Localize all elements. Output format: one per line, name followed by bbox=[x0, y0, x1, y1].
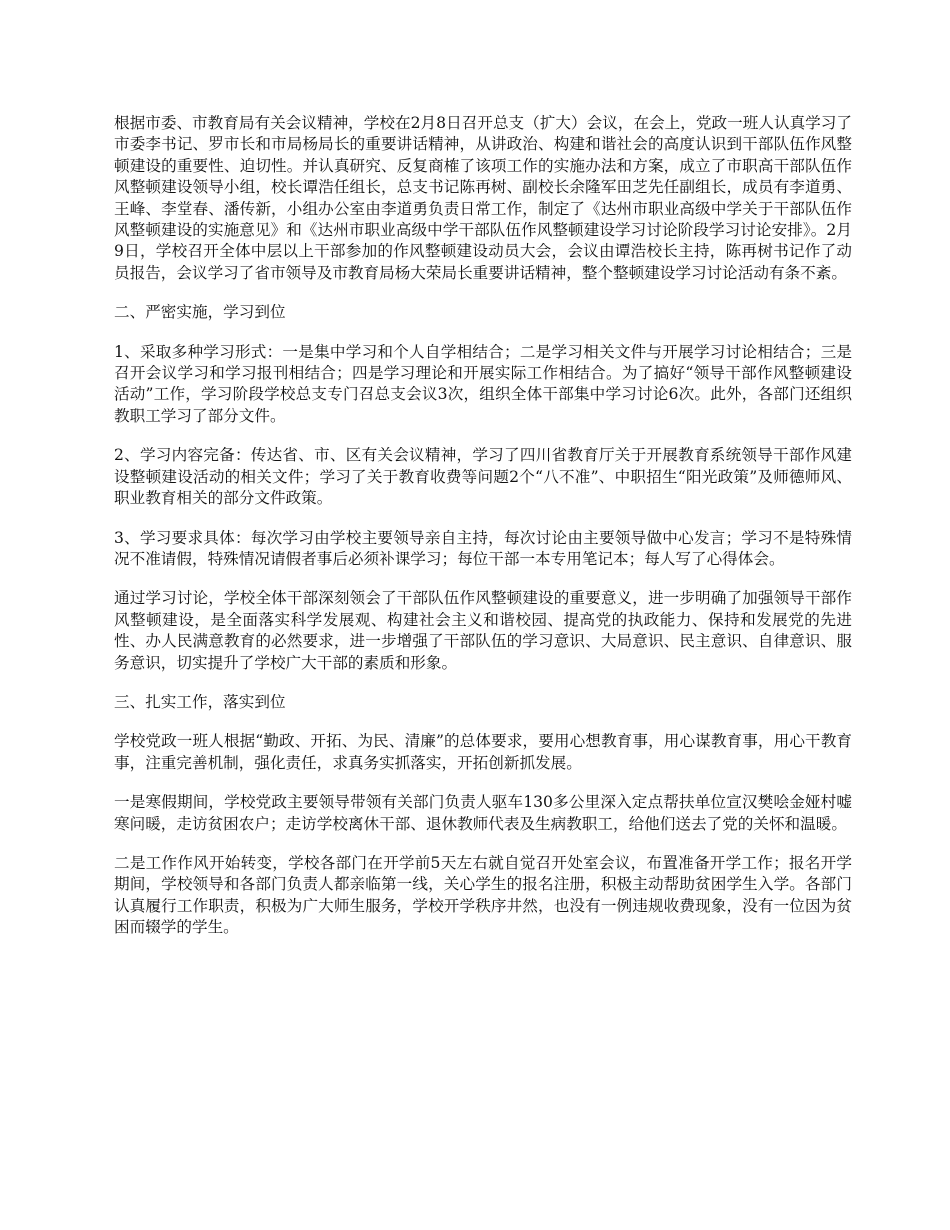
section-heading-2: 二、严密实施，学习到位 bbox=[114, 303, 286, 322]
section-heading-3: 三、扎实工作，落实到位 bbox=[114, 692, 286, 711]
study-requirements-paragraph: 3、学习要求具体：每次学习由学校主要领导亲自主持，每次讨论由主要领导做中心发言；学习不是特殊情况不准请假，特殊情况请假者事后必须补课学习；每位干部一本专用笔记本；每人写了心得体会。 bbox=[114, 528, 852, 568]
study-outcome-paragraph: 通过学习讨论，学校全体干部深刻领会了干部队伍作风整顿建设的重要意义，进一步明确了加强领导干部作风整顿建设，是全面落实科学发展观、构建社会主义和谐校园、提高党的执政能力、保持和发展党的先进性、办人民满意教育的必然要求，进一步增强了干部队伍的学习意识、大局意识、民主意识、自律意识、服务意识，切实提升了学校广大干部的素质和形象。 bbox=[114, 589, 852, 672]
document-body bbox=[114, 113, 852, 957]
work-requirements-paragraph: 学校党政一班人根据“勤政、开拓、为民、清廉”的总体要求，要用心想教育事，用心谋教育事，用心干教育事，注重完善机制，强化责任，求真务实抓落实，开拓创新抓发展。 bbox=[114, 732, 852, 772]
study-content-paragraph: 2、学习内容完备：传达省、市、区有关会议精神，学习了四川省教育厅关于开展教育系统领导干部作风建设整顿建设活动的相关文件；学习了关于教育收费等问题2个“八不准”、中职招生“阳光政策”及师德师风、职业教育相关的部分文件政策。 bbox=[114, 446, 852, 508]
work-style-paragraph: 二是工作作风开始转变，学校各部门在开学前5天左右就自觉召开处室会议，布置准备开学工作；报名开学期间，学校领导和各部门负责人都亲临第一线，关心学生的报名注册，积极主动帮助贫困学生入学。各部门认真履行工作职责，积极为广大师生服务，学校开学秩序井然，也没有一例违规收费现象，没有一位因为贫困而辍学的学生。 bbox=[114, 853, 852, 937]
study-forms-paragraph: 1、采取多种学习形式：一是集中学习和个人自学相结合；二是学习相关文件与开展学习讨论相结合；三是召开会议学习和学习报刊相结合；四是学习理论和开展实际工作相结合。为了搞好“领导干部作风整顿建设活动”工作，学习阶段学校总支专门召总支会议3次，组织全体干部集中学习讨论6次。此外，各部门还组织教职工学习了部分文件。 bbox=[114, 342, 852, 425]
intro-paragraph: 根据市委、市教育局有关会议精神，学校在2月8日召开总支（扩大）会议，在会上，党政一班人认真学习了市委李书记、罗市长和市局杨局长的重要讲话精神，从讲政治、构建和谐社会的高度认识到干部队伍作风整顿建设的重要性、迫切性。并认真研究、反复商榷了该项工作的实施办法和方案，成立了市职高干部队伍作风整顿建设领导小组，校长谭浩任组长，总支书记陈再树、副校长余隆军田芝先任副组长，成员有李道勇、王峰、李堂春、潘传新，小组办公室由李道勇负责日常工作，制定了《达州市职业高级中学关于干部队伍作风整顿建设的实施意见》和《达州市职业高级中学干部队伍作风整顿建设学习讨论阶段学习讨论安排》。2月9日，学校召开全体中层以上干部参加的作风整顿建设动员大会，会议由谭浩校长主持，陈再树书记作了动员报告，会议学习了省市领导及市教育局杨大荣局长重要讲话精神，整个整顿建设学习讨论活动有条不紊。 bbox=[114, 114, 852, 282]
winter-visits-paragraph: 一是寒假期间，学校党政主要领导带领有关部门负责人驱车130多公里深入定点帮扶单位宣汉樊哙金娅村嘘寒问暖，走访贫困农户；走访学校离休干部、退休教师代表及生病教职工，给他们送去了党的关怀和温暖。 bbox=[114, 793, 852, 833]
